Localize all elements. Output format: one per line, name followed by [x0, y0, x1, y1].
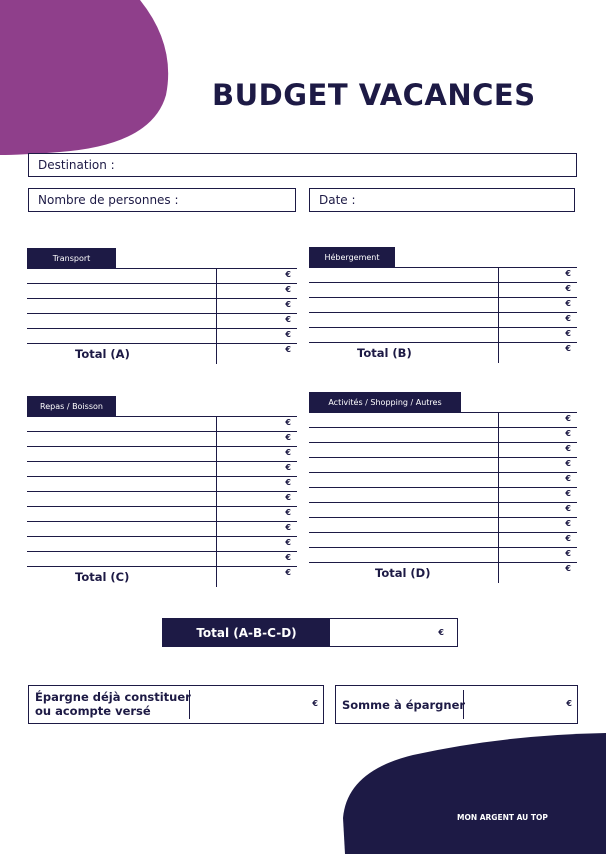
- table-row[interactable]: [309, 487, 577, 502]
- euro-amount[interactable]: €: [285, 300, 291, 309]
- euro-amount[interactable]: €: [565, 414, 571, 423]
- decorative-navy-shape: [343, 733, 606, 854]
- column-divider: [216, 566, 217, 587]
- column-divider: [498, 297, 499, 312]
- column-divider: [216, 268, 217, 283]
- table-row[interactable]: [309, 282, 577, 297]
- section-tab-transport: Transport: [27, 248, 116, 268]
- table-row[interactable]: [309, 532, 577, 547]
- euro-amount[interactable]: €: [285, 538, 291, 547]
- table-row[interactable]: [27, 536, 297, 551]
- table-row[interactable]: [309, 472, 577, 487]
- euro-amount[interactable]: €: [565, 459, 571, 468]
- euro-amount[interactable]: €: [285, 508, 291, 517]
- euro-amount[interactable]: €: [565, 344, 571, 353]
- total-label: Total (A): [75, 347, 130, 361]
- table-row[interactable]: [309, 547, 577, 562]
- section-tab-hebergement: Hébergement: [309, 247, 395, 267]
- euro-amount[interactable]: €: [285, 330, 291, 339]
- destination-field[interactable]: [28, 153, 577, 177]
- table-row[interactable]: [309, 297, 577, 312]
- euro-amount[interactable]: €: [285, 523, 291, 532]
- column-divider: [498, 327, 499, 342]
- table-row[interactable]: [309, 457, 577, 472]
- column-divider: [498, 442, 499, 457]
- column-divider: [216, 446, 217, 461]
- column-divider: [216, 536, 217, 551]
- date-label: Date :: [319, 193, 356, 207]
- column-divider: [498, 342, 499, 363]
- savings-already-amount[interactable]: €: [312, 699, 318, 708]
- euro-amount[interactable]: €: [565, 504, 571, 513]
- euro-amount[interactable]: €: [565, 549, 571, 558]
- date-field[interactable]: [309, 188, 575, 212]
- column-divider: [216, 416, 217, 431]
- euro-amount[interactable]: €: [285, 568, 291, 577]
- euro-amount[interactable]: €: [285, 433, 291, 442]
- savings-already-label: [35, 690, 191, 718]
- grand-total: [162, 618, 458, 647]
- savings-to-save-box: [335, 685, 578, 724]
- column-divider: [216, 343, 217, 364]
- column-divider: [498, 487, 499, 502]
- section-hebergement: [309, 247, 577, 363]
- column-divider: [216, 506, 217, 521]
- table-row[interactable]: [309, 267, 577, 282]
- euro-amount[interactable]: €: [565, 284, 571, 293]
- euro-amount[interactable]: €: [565, 534, 571, 543]
- table-row[interactable]: [27, 431, 297, 446]
- savings-to-save-label: Somme à épargner: [342, 698, 466, 712]
- euro-amount[interactable]: €: [565, 474, 571, 483]
- euro-amount[interactable]: €: [285, 463, 291, 472]
- column-divider: [216, 283, 217, 298]
- column-divider: [498, 412, 499, 427]
- euro-amount[interactable]: €: [285, 493, 291, 502]
- total-row: [27, 566, 297, 587]
- euro-amount[interactable]: €: [285, 270, 291, 279]
- table-row[interactable]: [27, 268, 297, 283]
- euro-amount[interactable]: €: [565, 299, 571, 308]
- column-divider: [498, 427, 499, 442]
- grand-total-label: Total (A-B-C-D): [163, 619, 330, 646]
- column-divider: [216, 431, 217, 446]
- euro-amount[interactable]: €: [565, 444, 571, 453]
- table-row[interactable]: [27, 491, 297, 506]
- euro-amount[interactable]: €: [285, 553, 291, 562]
- table-row[interactable]: [27, 283, 297, 298]
- destination-label: Destination :: [38, 158, 115, 172]
- savings-already-line1: Épargne déjà constituer: [35, 690, 191, 704]
- column-divider: [498, 312, 499, 327]
- savings-already-box: [28, 685, 324, 724]
- euro-amount[interactable]: €: [565, 429, 571, 438]
- section-tab-repas: Repas / Boisson: [27, 396, 116, 416]
- table-row[interactable]: [27, 328, 297, 343]
- table-row[interactable]: [309, 312, 577, 327]
- page-title: BUDGET VACANCES: [212, 78, 536, 112]
- euro-amount[interactable]: €: [285, 285, 291, 294]
- section-repas: [27, 396, 297, 587]
- decorative-purple-shape: [0, 0, 172, 156]
- total-label: Total (B): [357, 346, 412, 360]
- table-row[interactable]: [309, 442, 577, 457]
- euro-amount[interactable]: €: [565, 489, 571, 498]
- column-divider: [216, 313, 217, 328]
- total-row: [27, 343, 297, 364]
- column-divider: [498, 532, 499, 547]
- table-row[interactable]: [309, 327, 577, 342]
- euro-amount[interactable]: €: [285, 345, 291, 354]
- column-divider: [216, 491, 217, 506]
- column-divider: [498, 267, 499, 282]
- column-divider: [498, 562, 499, 583]
- column-divider: [216, 298, 217, 313]
- persons-field[interactable]: [28, 188, 296, 212]
- table-row[interactable]: [27, 506, 297, 521]
- total-label: Total (D): [375, 566, 431, 580]
- divider: [463, 690, 464, 719]
- table-row[interactable]: [27, 446, 297, 461]
- euro-amount[interactable]: €: [285, 315, 291, 324]
- grand-total-amount[interactable]: €: [438, 628, 444, 637]
- table-row[interactable]: [27, 476, 297, 491]
- divider: [189, 690, 190, 719]
- column-divider: [498, 517, 499, 532]
- table-row[interactable]: [27, 461, 297, 476]
- column-divider: [498, 457, 499, 472]
- column-divider: [216, 521, 217, 536]
- euro-amount[interactable]: €: [565, 314, 571, 323]
- section-transport: [27, 248, 297, 364]
- euro-amount[interactable]: €: [285, 478, 291, 487]
- savings-already-line2: ou acompte versé: [35, 704, 151, 718]
- table-row[interactable]: [27, 313, 297, 328]
- euro-amount[interactable]: €: [565, 564, 571, 573]
- euro-amount[interactable]: €: [285, 448, 291, 457]
- euro-amount[interactable]: €: [565, 519, 571, 528]
- table-row[interactable]: [27, 416, 297, 431]
- total-row: [309, 342, 577, 363]
- savings-to-save-amount[interactable]: €: [566, 699, 572, 708]
- total-row: [309, 562, 577, 583]
- brand-logo-text: MON ARGENT AU TOP: [457, 813, 548, 822]
- column-divider: [498, 502, 499, 517]
- section-activites: [309, 392, 577, 583]
- table-row[interactable]: [309, 517, 577, 532]
- euro-amount[interactable]: €: [285, 418, 291, 427]
- section-tab-activites: Activités / Shopping / Autres: [309, 392, 461, 412]
- table-row[interactable]: [27, 298, 297, 313]
- column-divider: [216, 551, 217, 566]
- table-row[interactable]: [309, 502, 577, 517]
- column-divider: [498, 472, 499, 487]
- euro-amount[interactable]: €: [565, 269, 571, 278]
- table-row[interactable]: [27, 521, 297, 536]
- table-row[interactable]: [27, 551, 297, 566]
- persons-label: Nombre de personnes :: [38, 193, 179, 207]
- column-divider: [216, 328, 217, 343]
- column-divider: [216, 461, 217, 476]
- euro-amount[interactable]: €: [565, 329, 571, 338]
- column-divider: [498, 547, 499, 562]
- table-row[interactable]: [309, 412, 577, 427]
- total-label: Total (C): [75, 570, 130, 584]
- column-divider: [498, 282, 499, 297]
- table-row[interactable]: [309, 427, 577, 442]
- column-divider: [216, 476, 217, 491]
